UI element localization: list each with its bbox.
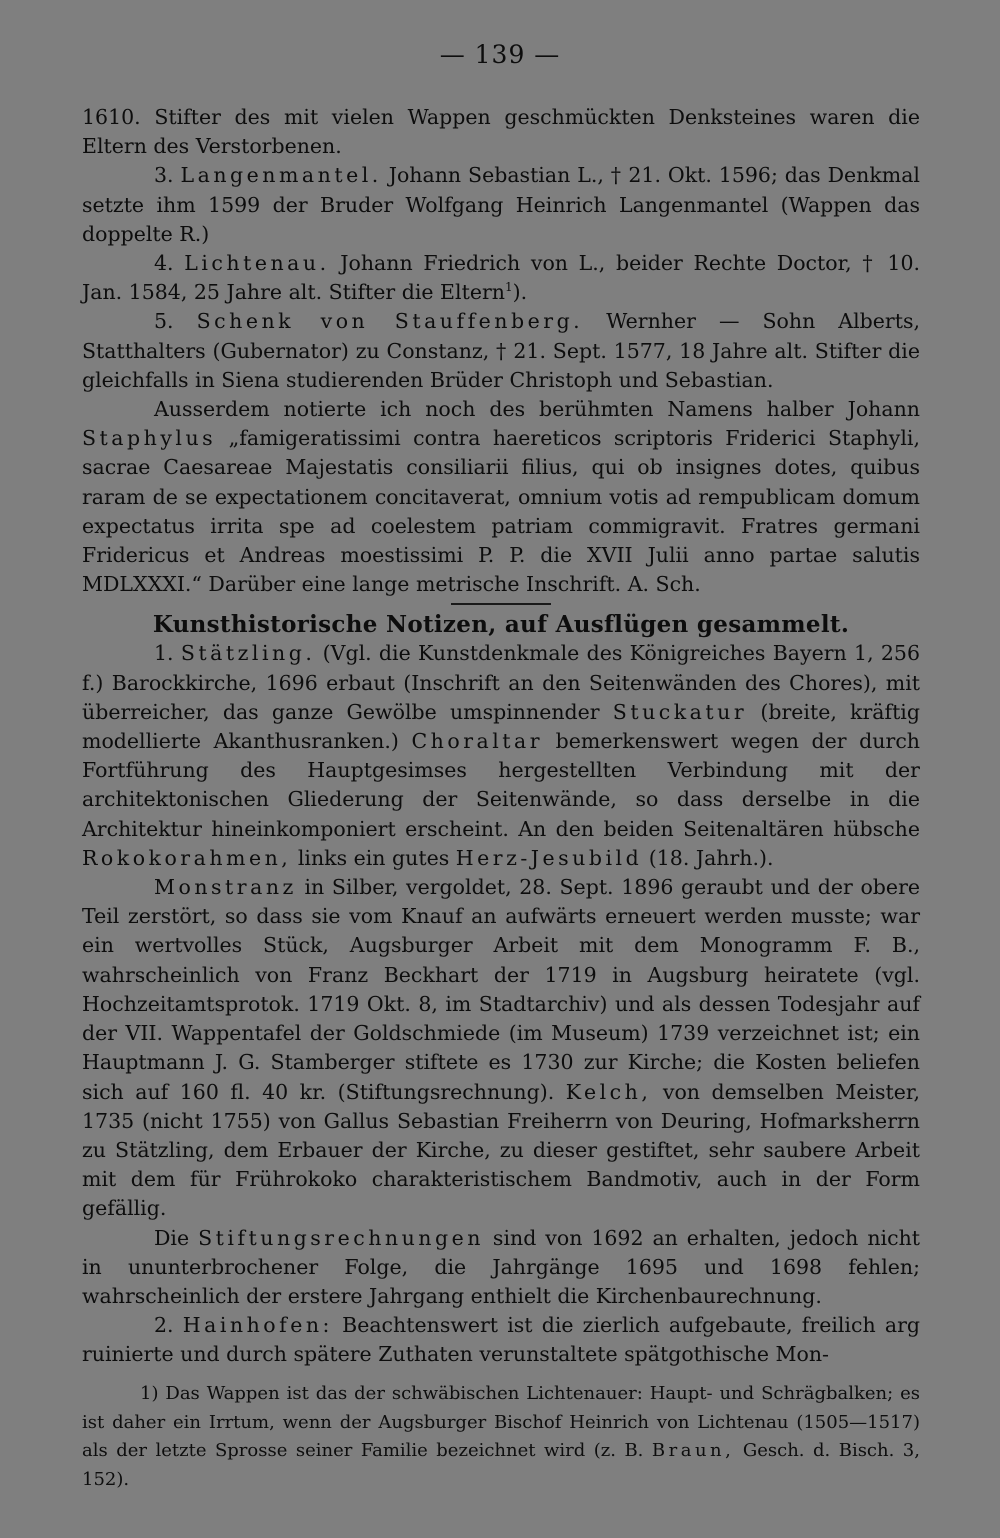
section-heading: Kunsthistorische Notizen, auf Ausflügen gesammelt. — [152, 611, 850, 639]
main-text — [82, 103, 920, 1370]
section-divider — [451, 603, 551, 605]
paragraph-staphylus: Ausserdem notierte ich noch des berühmten Namens halber Johann Staphylus „famigeratissimi contra haereticos scriptoris Friderici Staphyli, sacrae Caesareae Majestatis consiliarii filius, qui ob insignes dotes, quibus raram de se expectationem concitaverat, omnium votis ad rempublicam domum expectatus irrita spe ad coelestem patriam commigravit. Fratres germani Fridericus et Andreas moestissimi P. P. die XVII Julii anno partae salutis MDLXXXI.“ Darüber eine lange metrische Inschrift. A. Sch. — [82, 397, 920, 597]
name-stauffenberg: Schenk von Stauffenberg. — [196, 309, 584, 334]
footnote-ref: 1 — [504, 280, 513, 295]
entry-lichtenau: 4. Lichtenau. Johann Friedrich von L., beider Rechte Doctor, † 10. Jan. 1584, 25 Jahre alt. Stifter die Eltern$^1$). — [82, 251, 920, 305]
name-hainhofen: Hainhofen: — [182, 1313, 333, 1338]
name-staetzling: Stätzling. — [180, 641, 316, 666]
paragraph-stiftungsrechnungen: Die Stiftungsrechnungen sind von 1692 an erhalten, jedoch nicht in ununterbrochener Folge, die Jahrgänge 1695 und 1698 fehlen; wahrscheinlich der erstere Jahrgang enthielt die Kirchenbaurechnung. — [82, 1225, 921, 1308]
name-lichtenau: Lichtenau. — [184, 251, 330, 276]
paragraph-1610: 1610. Stifter des mit vielen Wappen geschmückten Denksteines waren die Eltern des Verstorbenen. — [82, 105, 920, 159]
footnote: 1) Das Wappen ist das der schwäbischen Lichtenauer: Haupt- und Schrägbalken; es ist daher ein Irrtum, wenn der Augsburger Bischof Heinrich von Lichtenau (1505—1517) als der letzte Sprosse seiner Familie bezeichnet wird (z. B. Braun, Gesch. d. Bisch. 3, 152). — [82, 1383, 920, 1490]
entry-staetzling: 1. Stätzling. (Vgl. die Kunstdenkmale des Königreiches Bayern 1, 256 f.) Barockkirche, 1696 erbaut (Inschrift an den Seitenwänden des Chores), mit überreicher, das ganze Gewölbe umspinnender Stuckatur (breite, kräftig modellierte Akanthusranken.) Choraltar bemerkenswert wegen der durch Fortführung des Hauptgesimses hergestellten Verbindung mit der architektonischen Gliederung der Seitenwände, so dass derselbe in die Architektur hineinkomponiert erscheint. An den beiden Seitenaltären hübsche Rokokorahmen, links ein gutes Herz-Jesubild (18. Jahrh.). — [82, 641, 920, 870]
name-staphylus: Staphylus — [82, 426, 217, 451]
entry-langenmantel: 3. Langenmantel. Johann Sebastian L., † 21. Okt. 1596; das Denkmal setzte ihm 1599 der Bruder Wolfgang Heinrich Langenmantel (Wappen das doppelte R.) — [82, 163, 920, 246]
name-langenmantel: Langenmantel. — [180, 163, 382, 188]
page-number: — 139 — — [439, 40, 561, 69]
entry-stauffenberg: 5. Schenk von Stauffenberg. Wernher — Sohn Alberts, Statthalters (Gubernator) zu Constanz, † 21. Sept. 1577, 18 Jahre alt. Stifter die gleichfalls in Siena studierenden Brüder Christoph und Sebastian. — [82, 309, 920, 392]
entry-hainhofen: 2. Hainhofen: Beachtenswert ist die zierlich aufgebaute, freilich arg ruinierte und durch spätere Zuthaten verunstaltete spätgothische Mon- — [82, 1313, 920, 1367]
paragraph-monstranz: Monstranz in Silber, vergoldet, 28. Sept. 1896 geraubt und der obere Teil zerstört, so dass sie vom Knauf an aufwärts erneuert werden musste; war ein wertvolles Stück, Augsburger Arbeit mit dem Monogramm F. B., wahrscheinlich von Franz Beckhart der 1719 in Augsburg heiratete (vgl. Hochzeitamtsprotok. 1719 Okt. 8, im Stadtarchiv) und als dessen Todesjahr auf der VII. Wappentafel der Goldschmiede (im Museum) 1739 verzeichnet ist; ein Hauptmann J. G. Stamberger stiftete es 1730 zur Kirche; die Kosten beliefen sich auf 160 fl. 40 kr. (Stiftungsrechnung). Kelch, von demselben Meister, 1735 (nicht 1755) von Gallus Sebastian Freiherrn von Deuring, Hofmarksherrn zu Stätzling, dem Erbauer der Kirche, zu dieser gestiftet, sehr saubere Arbeit mit dem für Frührokoko charakteristischem Bandmotiv, auch in der Form gefällig. — [82, 875, 920, 1221]
